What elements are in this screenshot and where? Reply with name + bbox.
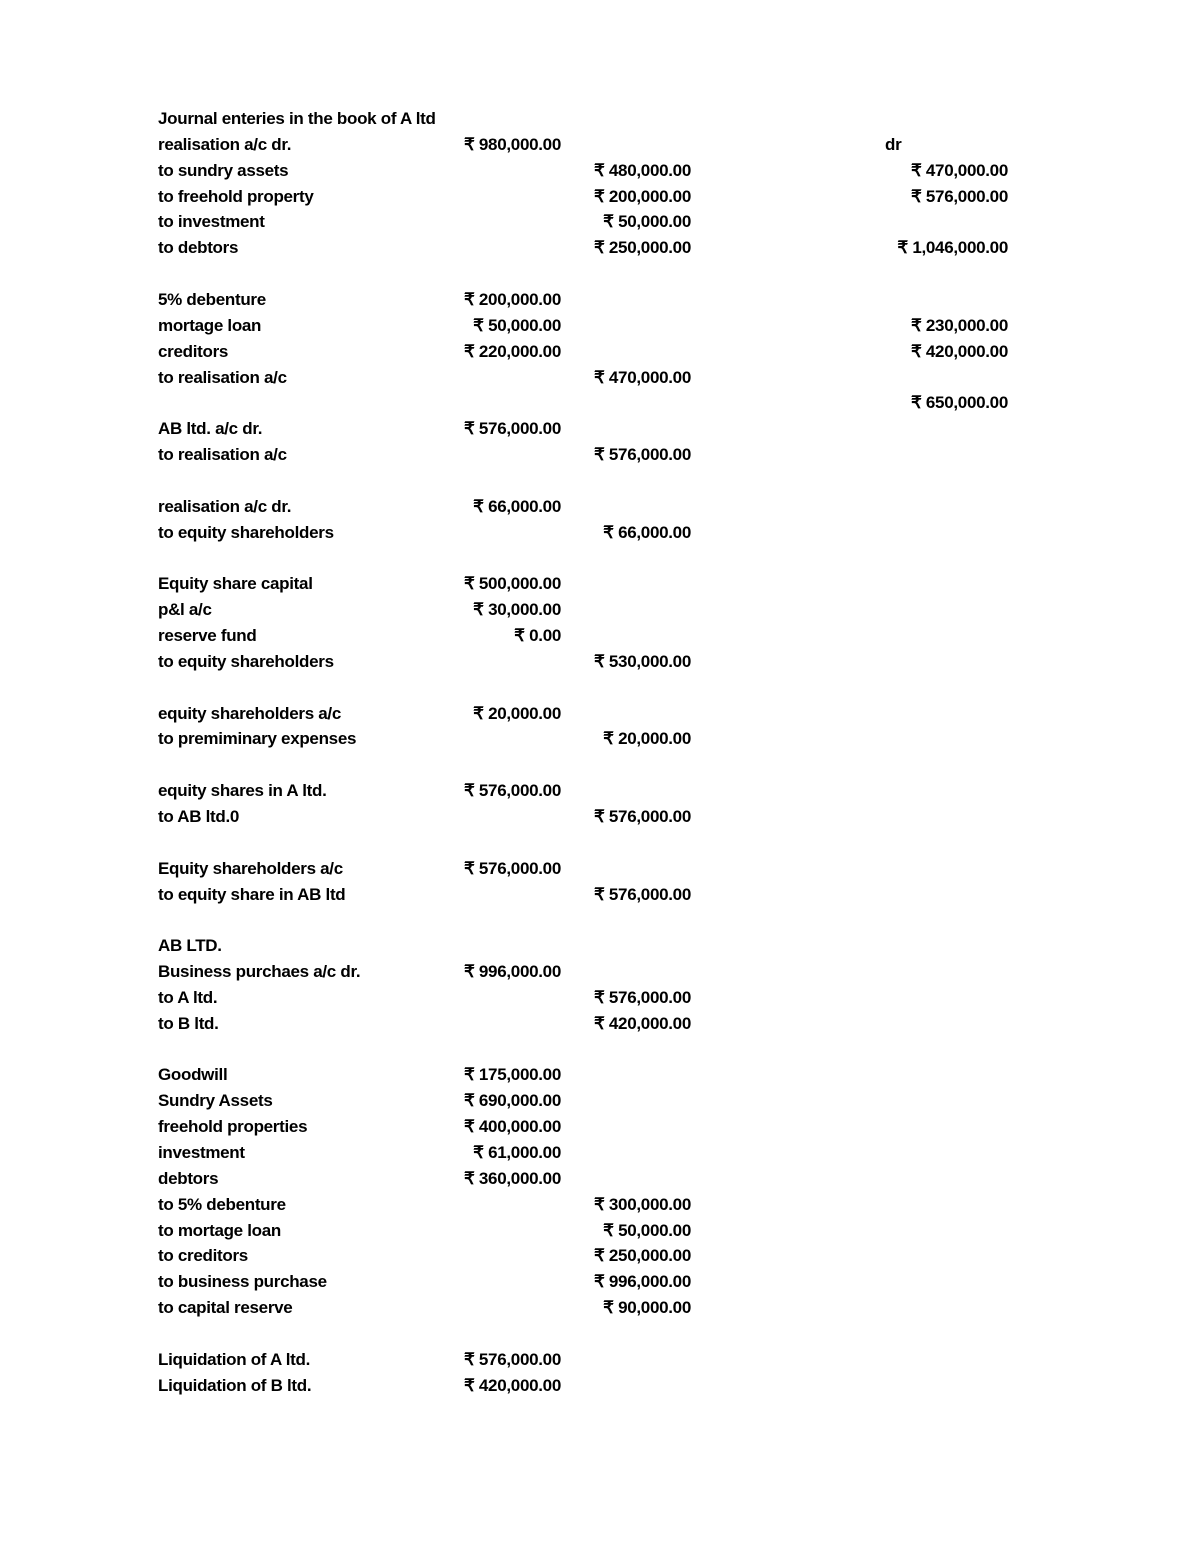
journal-row: [0, 1037, 1200, 1063]
entry-label: to equity shareholders: [158, 522, 334, 542]
journal-row: [0, 1011, 1200, 1037]
debit-amount: ₹ 576,000.00: [463, 419, 561, 439]
entry-label: to freehold property: [158, 186, 314, 206]
credit-amount: ₹ 576,000.00: [593, 987, 691, 1007]
journal-row: [0, 287, 1200, 313]
debit-amount: ₹ 0.00: [514, 626, 561, 645]
journal-row: [0, 416, 1200, 442]
debit-amount: ₹ 220,000.00: [463, 341, 561, 361]
entry-label: equity shareholders a/c: [158, 703, 342, 723]
journal-row: [0, 571, 1200, 597]
credit-amount: ₹ 470,000.00: [593, 367, 691, 387]
side-total: ₹ 1,046,000.00: [897, 238, 1008, 258]
journal-row: [0, 675, 1200, 701]
journal-row: [0, 209, 1200, 235]
journal-row: [0, 1192, 1200, 1218]
journal-row: [0, 235, 1200, 261]
entry-label: equity shares in A ltd.: [158, 781, 327, 801]
debit-amount: ₹ 576,000.00: [463, 1349, 561, 1369]
debit-amount: ₹ 576,000.00: [463, 781, 561, 801]
journal-row: [0, 158, 1200, 184]
debit-amount: ₹ 690,000.00: [463, 1091, 561, 1111]
credit-amount: ₹ 50,000.00: [603, 212, 691, 232]
journal-row: [0, 365, 1200, 391]
debit-amount: ₹ 400,000.00: [463, 1117, 561, 1137]
debit-amount: ₹ 50,000.00: [473, 315, 561, 335]
credit-amount: ₹ 420,000.00: [593, 1013, 691, 1033]
journal-row: [0, 1269, 1200, 1295]
entry-label: debtors: [158, 1168, 219, 1188]
journal-row: [0, 1114, 1200, 1140]
entry-label: to AB ltd.0: [158, 806, 240, 826]
entry-label: AB LTD.: [158, 936, 222, 956]
journal-row: [0, 1347, 1200, 1373]
entry-label: Equity share capital: [158, 574, 313, 594]
credit-amount: ₹ 20,000.00: [603, 729, 691, 749]
journal-row: [0, 1140, 1200, 1166]
journal-row: [0, 184, 1200, 210]
entry-label: Business purchaes a/c dr.: [158, 962, 361, 982]
entry-label: to equity share in AB ltd: [158, 884, 346, 904]
entry-label: 5% debenture: [158, 289, 266, 309]
journal-row: [0, 1218, 1200, 1244]
debit-amount: ₹ 420,000.00: [463, 1375, 561, 1395]
credit-amount: ₹ 576,000.00: [593, 884, 691, 904]
entry-label: to realisation a/c: [158, 445, 287, 465]
credit-amount: ₹ 530,000.00: [593, 651, 691, 671]
journal-row: [0, 856, 1200, 882]
journal-row: [0, 545, 1200, 571]
credit-amount: ₹ 66,000.00: [603, 522, 691, 542]
journal-row: [0, 804, 1200, 830]
debit-amount: ₹ 30,000.00: [473, 600, 561, 620]
entry-label: Journal enteries in the book of A ltd: [158, 109, 436, 128]
journal-row: [0, 752, 1200, 778]
entry-label: to investment: [158, 212, 265, 232]
debit-amount: ₹ 576,000.00: [463, 858, 561, 878]
entry-label: to B ltd.: [158, 1013, 219, 1033]
journal-row: [0, 1321, 1200, 1347]
entry-label: to realisation a/c: [158, 367, 287, 387]
debit-amount: ₹ 996,000.00: [463, 962, 561, 982]
side-total: ₹ 576,000.00: [910, 186, 1008, 206]
journal-row: [0, 985, 1200, 1011]
debit-amount: ₹ 61,000.00: [473, 1143, 561, 1162]
debit-amount: ₹ 360,000.00: [463, 1168, 561, 1188]
entry-label: creditors: [158, 341, 229, 361]
journal-row: [0, 442, 1200, 468]
journal-row: [0, 339, 1200, 365]
journal-row: [0, 520, 1200, 546]
credit-amount: ₹ 250,000.00: [593, 238, 691, 258]
debit-amount: ₹ 66,000.00: [473, 496, 561, 516]
debit-amount: ₹ 20,000.00: [473, 703, 561, 723]
journal-row: [0, 649, 1200, 675]
journal-row: [0, 959, 1200, 985]
entry-label: to 5% debenture: [158, 1194, 286, 1214]
entry-label: realisation a/c dr.: [158, 496, 292, 516]
entry-label: freehold properties: [158, 1117, 308, 1137]
credit-amount: ₹ 300,000.00: [593, 1194, 691, 1214]
entry-label: Equity shareholders a/c: [158, 858, 343, 878]
journal-row: [0, 261, 1200, 287]
journal-row: [0, 701, 1200, 727]
side-total: ₹ 470,000.00: [910, 160, 1008, 180]
credit-amount: ₹ 200,000.00: [593, 186, 691, 206]
entry-label: to capital reserve: [158, 1298, 293, 1318]
journal-row: [0, 1243, 1200, 1269]
credit-amount: ₹ 576,000.00: [593, 445, 691, 465]
credit-amount: ₹ 576,000.00: [593, 806, 691, 826]
debit-amount: ₹ 175,000.00: [463, 1065, 561, 1085]
journal-row: [0, 623, 1200, 649]
journal-row: [0, 1166, 1200, 1192]
journal-row: [0, 882, 1200, 908]
entry-label: investment: [158, 1143, 245, 1162]
journal-row: [0, 106, 1200, 132]
credit-amount: ₹ 996,000.00: [593, 1272, 691, 1292]
entry-label: AB ltd. a/c dr.: [158, 419, 263, 439]
side-total: ₹ 230,000.00: [910, 315, 1008, 335]
journal-row: [0, 1373, 1200, 1399]
entry-label: to business purchase: [158, 1272, 327, 1292]
side-total: ₹ 420,000.00: [910, 341, 1008, 361]
journal-row: [0, 830, 1200, 856]
credit-amount: ₹ 50,000.00: [603, 1220, 691, 1240]
entry-label: realisation a/c dr.: [158, 134, 292, 154]
side-total: ₹ 650,000.00: [910, 393, 1008, 413]
entry-label: mortage loan: [158, 315, 262, 335]
entry-label: to creditors: [158, 1246, 248, 1266]
entry-label: p&l a/c: [158, 600, 212, 620]
entry-label: to premiminary expenses: [158, 729, 357, 749]
journal-row: [0, 468, 1200, 494]
journal-row: [0, 933, 1200, 959]
debit-amount: ₹ 200,000.00: [463, 289, 561, 309]
entry-label: to equity shareholders: [158, 651, 334, 671]
journal-row: [0, 1088, 1200, 1114]
journal-row: [0, 726, 1200, 752]
journal-row: [0, 597, 1200, 623]
journal-row: [0, 778, 1200, 804]
journal-row: [0, 390, 1200, 416]
journal-row: [0, 494, 1200, 520]
journal-row: [0, 907, 1200, 933]
journal-row: [0, 313, 1200, 339]
entry-label: Goodwill: [158, 1065, 228, 1085]
entry-label: Sundry Assets: [158, 1091, 273, 1111]
side-total: dr: [885, 134, 902, 154]
entry-label: to sundry assets: [158, 160, 289, 180]
entry-label: to debtors: [158, 238, 239, 258]
credit-amount: ₹ 480,000.00: [593, 160, 691, 180]
entry-label: to mortage loan: [158, 1220, 282, 1240]
entry-label: Liquidation of B ltd.: [158, 1375, 312, 1395]
journal-row: [0, 1062, 1200, 1088]
debit-amount: ₹ 980,000.00: [463, 134, 561, 154]
credit-amount: ₹ 250,000.00: [593, 1246, 691, 1266]
debit-amount: ₹ 500,000.00: [463, 574, 561, 594]
entry-label: Liquidation of A ltd.: [158, 1349, 311, 1369]
journal-row: [0, 1295, 1200, 1321]
entry-label: reserve fund: [158, 626, 257, 645]
credit-amount: ₹ 90,000.00: [603, 1298, 691, 1318]
journal-row: [0, 132, 1200, 158]
entry-label: to A ltd.: [158, 987, 218, 1007]
